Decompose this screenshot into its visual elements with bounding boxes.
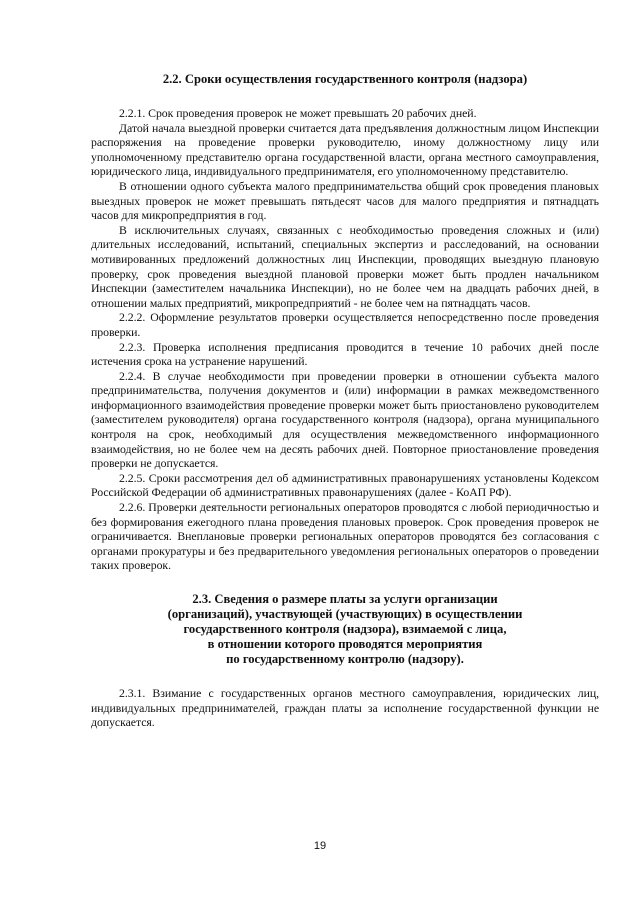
paragraph-2-2-5: 2.2.5. Сроки рассмотрения дел об административных правонарушениях установлены Кодексом Российской Федерации об административных правонарушениях (далее - КоАП РФ).	[91, 470, 599, 500]
heading-line: в отношении которого проводятся мероприятия	[207, 637, 483, 651]
paragraph-2-3-1: 2.3.1. Взимание с государственных органов местного самоуправления, юридических лиц, индивидуальных предпринимателей, граждан платы за исполнение государственной функции не допускается.	[91, 686, 599, 730]
paragraph-2-2-6: 2.2.6. Проверки деятельности региональных операторов проводятся с любой периодичностью и без формирования ежегодного плана проведения плановых проверок. Срок проведения проверок не ограничивается. Внеплановые проверки региональных операторов проводятся без согласования с органами прокуратуры и без предварительного уведомления региональных операторов о проведении таких проверок.	[91, 500, 599, 573]
heading-line: государственного контроля (надзора), взимаемой с лица,	[183, 622, 507, 636]
section-2-2-heading: 2.2. Сроки осуществления государственного контроля (надзора)	[162, 72, 528, 86]
page-content	[91, 72, 599, 730]
section-2-3-heading	[91, 592, 599, 667]
paragraph-exceptional-cases: В исключительных случаях, связанных с необходимостью проведения сложных и (или) длительных исследований, испытаний, специальных экспертиз и расследований, на основании мотивированных предложений должностных лиц Инспекции, проводящих выездную плановую проверку, срок проведения выездной плановой проверки может быть продлен начальником Инспекции (заместителем начальника Инспекции), но не более чем на двадцать рабочих дней, в отношении малых предприятий, микропредприятий - не более чем на пятнадцать часов.	[91, 222, 599, 310]
paragraph-2-2-4: 2.2.4. В случае необходимости при проведении проверки в отношении субъекта малого предпринимательства, получения документов и (или) информации в рамках межведомственного информационного взаимодействия проведение проверки может быть приостановлено руководителем (заместителем руководителя) органа государственного контроля (надзора), органа муниципального контроля на срок, необходимый для осуществления межведомственного информационного взаимодействия, но не более чем на десять рабочих дней. Повторное приостановление проведения проверки не допускается.	[91, 368, 599, 471]
paragraph-start-date: Датой начала выездной проверки считается дата предъявления должностным лицом Инспекции распоряжения на проведение проверки руководителю, иному должностному лицу или уполномоченному представителю органа государственной власти, органа местного самоуправления, юридического лица, индивидуального предпринимателя, его уполномоченному представителю.	[91, 120, 599, 179]
page-number: 19	[313, 840, 327, 852]
paragraph-2-2-3: 2.2.3. Проверка исполнения предписания проводится в течение 10 рабочих дней после истечения срока на устранение нарушений.	[91, 339, 599, 369]
heading-line: по государственному контролю (надзору).	[226, 652, 464, 666]
heading-line: (организаций), участвующей (участвующих) в осуществлении	[167, 607, 523, 621]
paragraph-2-2-1: 2.2.1. Срок проведения проверок не может превышать 20 рабочих дней.	[119, 106, 477, 120]
paragraph-2-2-2: 2.2.2. Оформление результатов проверки осуществляется непосредственно после проведения проверки.	[91, 310, 599, 339]
heading-line: 2.3. Сведения о размере платы за услуги организации	[192, 592, 498, 606]
paragraph-small-business: В отношении одного субъекта малого предпринимательства общий срок проведения плановых выездных проверок не может превышать пятьдесят часов для малого предприятия и пятнадцать часов для микропредприятия в год.	[91, 178, 599, 223]
